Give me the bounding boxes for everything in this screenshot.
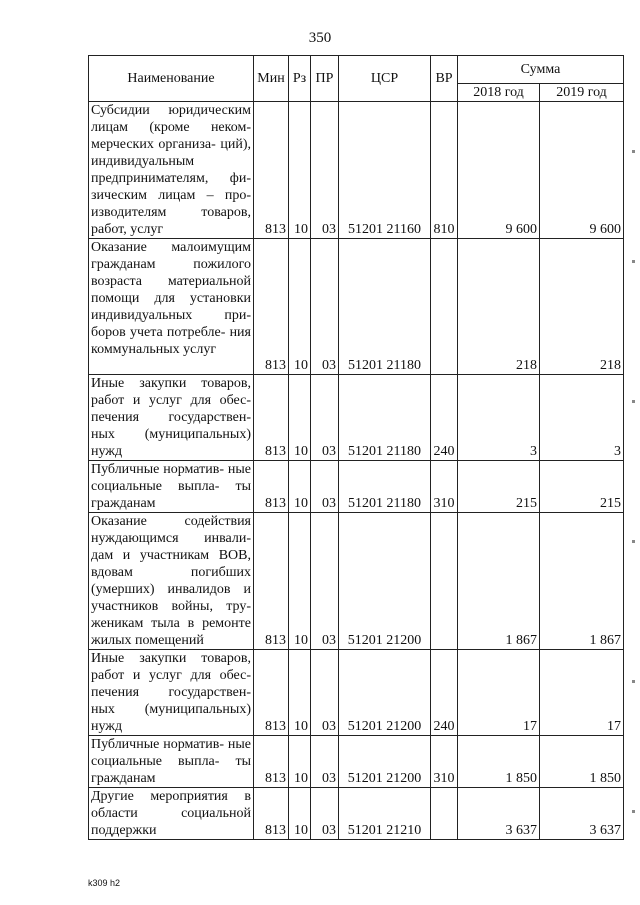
table-row	[89, 513, 624, 650]
row-pr: 03	[311, 650, 339, 736]
row-rz: 10	[289, 736, 311, 788]
row-min: 813	[254, 513, 289, 650]
row-csr: 51201 21210	[339, 788, 431, 840]
header-csr: ЦСР	[339, 56, 431, 102]
budget-table	[88, 55, 624, 840]
table-header	[89, 56, 624, 102]
row-pr: 03	[311, 736, 339, 788]
row-rz: 10	[289, 513, 311, 650]
footer-code: k309 h2	[88, 878, 121, 888]
header-year-2018: 2018 год	[458, 84, 540, 102]
row-min: 813	[254, 239, 289, 375]
header-sum: Сумма	[458, 56, 624, 84]
row-min: 813	[254, 102, 289, 239]
row-amount-2019: 1 850	[540, 736, 624, 788]
row-vr	[431, 239, 458, 375]
row-vr: 310	[431, 736, 458, 788]
row-amount-2019: 218	[540, 239, 624, 375]
row-csr: 51201 21180	[339, 375, 431, 461]
row-pr: 03	[311, 102, 339, 239]
row-name: Публичные норматив- ные социальные выпла- ты гражданам	[89, 736, 254, 788]
row-pr: 03	[311, 513, 339, 650]
row-amount-2018: 1 867	[458, 513, 540, 650]
row-csr: 51201 21200	[339, 736, 431, 788]
row-amount-2019: 215	[540, 461, 624, 513]
table-row	[89, 375, 624, 461]
row-pr: 03	[311, 461, 339, 513]
row-amount-2019: 3 637	[540, 788, 624, 840]
row-min: 813	[254, 788, 289, 840]
table-row	[89, 788, 624, 840]
row-csr: 51201 21200	[339, 650, 431, 736]
row-vr: 240	[431, 650, 458, 736]
row-pr: 03	[311, 375, 339, 461]
scan-margin-marks	[632, 150, 638, 850]
page-number: 350	[308, 30, 332, 46]
row-min: 813	[254, 461, 289, 513]
table-row	[89, 650, 624, 736]
row-name: Иные закупки товаров, работ и услуг для обес- печения государствен- ных (муниципальных) нужд	[89, 650, 254, 736]
header-name: Наименование	[89, 56, 254, 102]
row-amount-2018: 3 637	[458, 788, 540, 840]
row-name: Публичные норматив- ные социальные выпла- ты гражданам	[89, 461, 254, 513]
table-body	[89, 102, 624, 840]
header-rz: Рз	[289, 56, 311, 102]
row-min: 813	[254, 736, 289, 788]
header-vr: ВР	[431, 56, 458, 102]
row-vr: 810	[431, 102, 458, 239]
header-min: Мин	[254, 56, 289, 102]
row-amount-2019: 9 600	[540, 102, 624, 239]
row-amount-2019: 3	[540, 375, 624, 461]
row-vr	[431, 788, 458, 840]
row-amount-2018: 1 850	[458, 736, 540, 788]
row-amount-2018: 9 600	[458, 102, 540, 239]
row-amount-2019: 17	[540, 650, 624, 736]
row-rz: 10	[289, 239, 311, 375]
row-csr: 51201 21180	[339, 461, 431, 513]
row-rz: 10	[289, 375, 311, 461]
table-row	[89, 239, 624, 375]
row-vr	[431, 513, 458, 650]
header-year-2019: 2019 год	[540, 84, 624, 102]
row-rz: 10	[289, 461, 311, 513]
row-amount-2018: 215	[458, 461, 540, 513]
row-name: Оказание малоимущим гражданам пожилого возраста материальной помощи для установки индивидуальных при- боров учета потребле- ния коммунальных услуг	[89, 239, 254, 375]
row-min: 813	[254, 375, 289, 461]
row-amount-2018: 218	[458, 239, 540, 375]
row-amount-2019: 1 867	[540, 513, 624, 650]
row-name: Оказание содействия нуждающимся инвали- дам и участникам ВОВ, вдовам погибших (умерших) инвалидов и участников войны, тру- женикам тыла в ремонте жилых помещений	[89, 513, 254, 650]
row-csr: 51201 21200	[339, 513, 431, 650]
header-pr: ПР	[311, 56, 339, 102]
row-pr: 03	[311, 788, 339, 840]
table-row	[89, 461, 624, 513]
row-amount-2018: 3	[458, 375, 540, 461]
row-name: Субсидии юридическим лицам (кроме неком- мерческих организа- ций), индивидуальным предпринимателям, фи- зическим лицам – про- изводителям товаров, работ, услуг	[89, 102, 254, 239]
row-pr: 03	[311, 239, 339, 375]
row-name: Иные закупки товаров, работ и услуг для обес- печения государствен- ных (муниципальных) нужд	[89, 375, 254, 461]
row-name: Другие мероприятия в области социальной поддержки	[89, 788, 254, 840]
table-row	[89, 102, 624, 239]
row-amount-2018: 17	[458, 650, 540, 736]
row-vr: 240	[431, 375, 458, 461]
table-row	[89, 736, 624, 788]
row-rz: 10	[289, 102, 311, 239]
row-min: 813	[254, 650, 289, 736]
row-rz: 10	[289, 788, 311, 840]
row-rz: 10	[289, 650, 311, 736]
row-vr: 310	[431, 461, 458, 513]
row-csr: 51201 21180	[339, 239, 431, 375]
row-csr: 51201 21160	[339, 102, 431, 239]
